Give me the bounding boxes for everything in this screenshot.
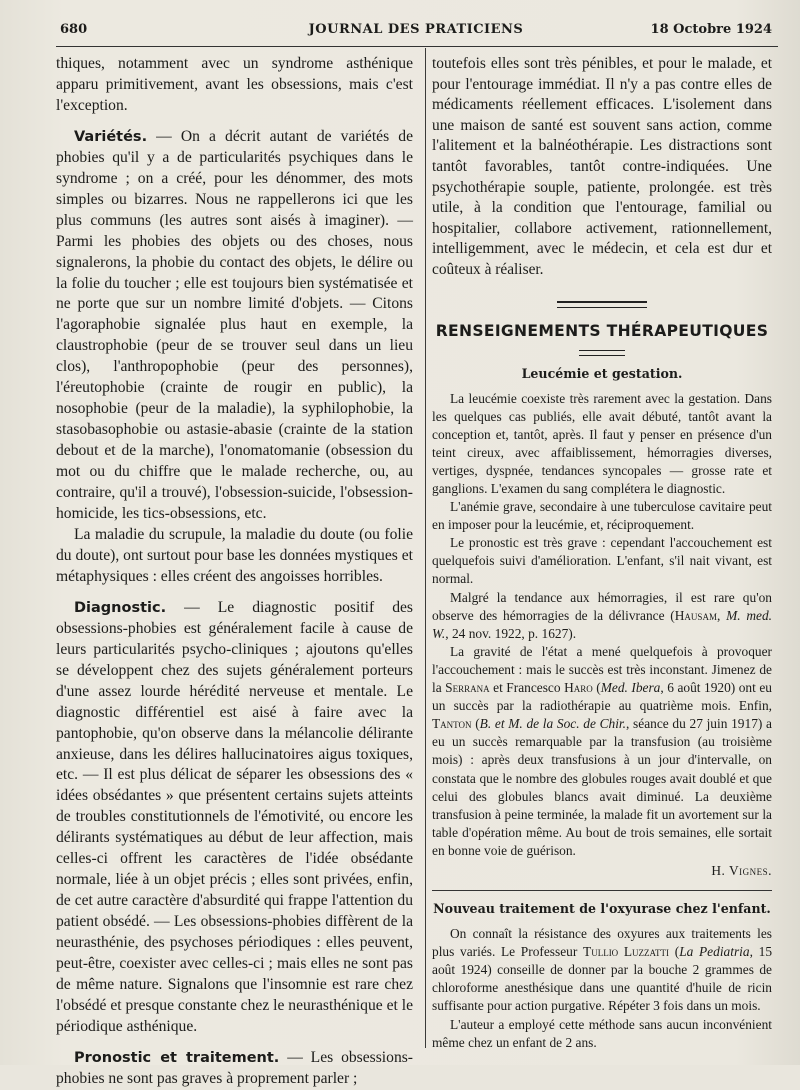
varietes-text: — On a décrit autant de variétés de phobies qu'il y a de particularités psychiques dans le syndrome ; on a créé, pour les dénommer, des mots simples ou bizarres. Nous ne rappellerons ici que les plus communs (les autres sont aisés à imaginer). — Parmi les phobies des objets ou des choses, nous signalerons, la phobie du contact des objets, le délire ou la folie du toucher ; elle est toujours bien systématisée et ne porte que sur un nombre limité d'objets. — Citons l'agoraphobie signalée plus haut en exemple, la claustrophobie (peur de se trouver seul dans un lieu clos), l'anthropophobie (peur des personnes), l'éreutophobie (crainte de rougir en public), la nosophobie (peur de la maladie), la syphilophobie, la stasobasophobie ou astasie-abasie (crainte de la station debout et de la marche), l'onomatomanie (obsession du mot ou du chiffre que le malade recherche, ou, au contraire, qu'il a trouvé), l'obsession-suicide, l'obsession-homicide, les tics-obsessions, etc. <box>56 127 413 523</box>
pronostic-text: — Les obsessions-phobies ne sont pas graves à proprement parler ; <box>56 1048 413 1087</box>
diagnostic-text: — Le diagnostic positif des obsessions-phobies est généralement facile à cause de leurs particularités psycho-cliniques ; ajoutons qu'elles se développent chez des sujets généralement porteurs d'une assez lourde hérédité nerveuse et mentale. Le diagnostic différentiel est aisé à faire avec la pantophobie, qu'on observe dans la mélancolie délirante anxieuse, dans les délires hallucinatoires aigus toxiques, etc. — Il est plus délicat de séparer les obsessions des « idées obsédantes » que présentent certains sujets atteints de troubles constitutionnels de l'émotivité, ou encore les délirants systématiques au début de leur affection, mais celles-ci offrent les caractères de l'idée obsédante normale, liée à un objet précis ; elles sont privées, enfin, de cet autre caractère d'absurdité qui frappe l'attention du patient obsédé. — Les obsessions-phobies diffèrent de la neurasthénie, des psychoses périodiques : elles peuvent, peut-être, coexister avec celles-ci ; mais elles ne sont pas de même nature. Signalons que l'insomnie est rare chez l'obsédé et presque constante chez le neurasthénique et le périodique asthénique. <box>56 598 413 1035</box>
author-name: Tanton <box>432 716 472 732</box>
article-oxyurase <box>432 925 772 1052</box>
article-leucemie <box>432 390 772 881</box>
author-name: Tullio Luzzatti <box>583 944 670 960</box>
text-run: , 6 août 1920) ont eu un succès par la radiothérapie au quatrième mois. Enfin, <box>432 680 772 714</box>
leucemie-paragraph-1: La leucémie coexiste très rarement avec la gestation. Dans les quelques cas publiés, elle avait débuté, tantôt avant la conception et, tantôt, après. Il faut y penser en présence d'un teint cireux, avec affaiblissement, hémorragies diverses, vertiges, dyspnée, tendances syncopales — grosse rate et ganglions. L'examen du sang complétera le diagnostic. <box>432 390 772 496</box>
author-name: Serrana <box>445 680 490 696</box>
column-divider <box>425 48 426 1048</box>
text-run: ( <box>592 680 601 696</box>
text-run: ( <box>669 944 680 960</box>
treatment-continuation <box>432 54 772 281</box>
paragraph-diagnostic <box>56 598 413 1038</box>
oxyurase-paragraph-1 <box>432 925 772 1015</box>
leucemie-paragraph-5 <box>432 643 772 860</box>
article-title-leucemie: Leucémie et gestation. <box>521 365 683 381</box>
text-run: La gravité de l'état a mené quelquefois à provoquer l'accouchement : mais le succès est très inconstant. Jimenez de la <box>432 643 772 696</box>
journal-reference: Med. Ibera <box>600 680 661 696</box>
page-header <box>60 22 772 44</box>
journal-reference: M. med. W. <box>432 607 772 641</box>
issue-date: 18 Octobre 1924 <box>650 22 772 37</box>
text-run: , <box>716 607 727 623</box>
section-heading-varietes: Variétés. <box>74 128 148 145</box>
journal-reference: La Pediatria <box>679 944 750 960</box>
header-rule <box>56 46 778 47</box>
text-run: On connaît la résistance des oxyures aux traitements les plus variés. Le Professeur <box>432 926 772 960</box>
text-run: , 24 nov. 1922, p. 1627). <box>445 625 577 641</box>
section-title-renseignements: RENSEIGNEMENTS THÉRAPEUTIQUES <box>435 321 769 340</box>
paragraph-pronostic <box>56 1048 413 1090</box>
author-name: Haro <box>564 680 593 696</box>
article-title-oxyurase: Nouveau traitement de l'oxyurase chez l'enfant. <box>433 901 771 917</box>
author-name: Hausam <box>674 607 717 623</box>
section-heading-diagnostic: Diagnostic. <box>74 599 167 616</box>
paragraph-varietes <box>56 127 413 525</box>
text-run: Malgré la tendance aux hémorragies, il est rare qu'on observe des hémorragies de la délivrance ( <box>432 589 772 623</box>
journal-title: JOURNAL DES PRATICIENS <box>308 22 524 37</box>
oxyurase-paragraph-2: L'auteur a employé cette méthode sans aucun inconvénient même chez un enfant de 2 ans. <box>432 1016 772 1050</box>
paragraph-scrupule: La maladie du scrupule, la maladie du doute (ou folie du doute), ont surtout pour base les données mystiques et métaphysiques : elles créent des angoisses horribles. <box>56 525 413 585</box>
paragraph-traitement-cont: toutefois elles sont très pénibles, et pour le malade, et pour l'entourage immédiat. Il n'y a pas contre elles de médicaments réellement efficaces. L'isolement dans une maison de santé est souvent sans action, comme l'alitement et la balnéothérapie. Les distractions sont tantôt favorables, tantôt contre-indiquées. Une psychothérapie souple, patiente, prolongée. est très utile, à la condition que l'entourage, familial ou hospitalier, collabore activement, rationnellement, intelligemment, avec le médecin, et cela est dur et coûteux à réaliser. <box>432 55 772 278</box>
article-signature: H. Vignes. <box>711 862 772 878</box>
page-number: 680 <box>60 22 88 37</box>
text-run: ( <box>471 716 480 732</box>
leucemie-paragraph-2: L'anémie grave, secondaire à une tuberculose cavitaire peut en imposer pour la leucémie, et, réciproquement. <box>432 499 772 533</box>
paragraph-continuation: thiques, notamment avec un syndrome asthénique apparu primitivement, avant les obsessions, mais c'est l'exception. <box>56 55 413 114</box>
right-column <box>432 54 772 1052</box>
text-run: , séance du 27 juin 1917) a eu un succès remarquable par la transfusion (au troisième mois) : après deux transfusions à un jour d'intervalle, on constata que le nombre des globules rouges avait doublé et que celui des globules blancs avait diminué. La deuxième transfusion à peine terminée, la malade fit un avortement sur la table d'opération même. Au bout de trois semaines, elle sortait en bonne voie de guérison. <box>432 716 772 858</box>
leucemie-paragraph-3: Le pronostic est très grave : cependant l'accouchement est quelquefois suivi d'amélioration. L'enfant, s'il nait vivant, est normal. <box>432 535 772 587</box>
title-underline-rule <box>579 350 625 356</box>
decorative-rule <box>557 301 647 308</box>
journal-reference: B. et M. de la Soc. de Chir. <box>479 716 627 732</box>
left-column <box>56 54 413 1090</box>
text-run: et Francesco <box>489 680 565 696</box>
text-run: , 15 août 1924) conseille de donner par la bouche 2 grammes de chloroforme anesthésique dans une quantité d'huile de ricin suffisante pour action purgative. Répéter 3 fois dans un mois. <box>432 944 773 1014</box>
section-heading-pronostic: Pronostic et traitement. <box>74 1049 280 1066</box>
leucemie-paragraph-4 <box>432 589 772 643</box>
article-separator <box>432 890 772 891</box>
